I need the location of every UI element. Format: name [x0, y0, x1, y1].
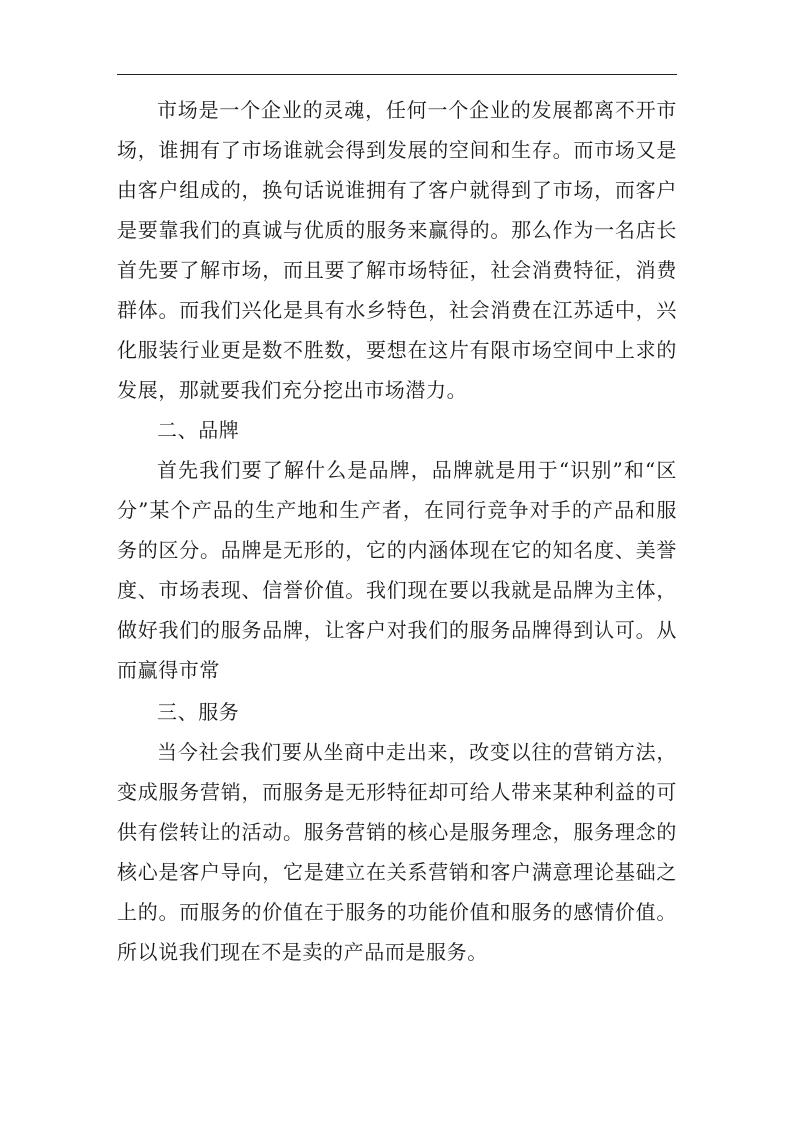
document-body	[117, 90, 677, 972]
paragraph-brand: 首先我们要了解什么是品牌，品牌就是用于“识别”和“区分”某个产品的生产地和生产者，在同行竞争对手的产品和服务的区分。品牌是无形的，它的内涵体现在它的知名度、美誉度、市场表现、信誉价值。我们现在要以我就是品牌为主体，做好我们的服务品牌，让客户对我们的服务品牌得到认可。从而赢得市常	[117, 458, 677, 682]
section-heading-brand: 二、品牌	[157, 418, 240, 442]
header-rule	[117, 74, 677, 75]
paragraph-service: 当今社会我们要从坐商中走出来，改变以往的营销方法，变成服务营销，而服务是无形特征却可给人带来某种利益的可供有偿转让的活动。服务营销的核心是服务理念，服务理念的核心是客户导向，它是建立在关系营销和客户满意理论基础之上的。而服务的价值在于服务的功能价值和服务的感情价值。所以说我们现在不是卖的产品而是服务。	[117, 740, 677, 964]
section-heading-service: 三、服务	[157, 700, 240, 724]
paragraph-market: 市场是一个企业的灵魂，任何一个企业的发展都离不开市场，谁拥有了市场谁就会得到发展的空间和生存。而市场又是由客户组成的，换句话说谁拥有了客户就得到了市场，而客户是要靠我们的真诚与优质的服务来赢得的。那么作为一名店长首先要了解市场，而且要了解市场特征，社会消费特征，消费群体。而我们兴化是具有水乡特色，社会消费在江苏适中，兴化服装行业更是数不胜数，要想在这片有限市场空间中上求的发展，那就要我们充分挖出市场潜力。	[117, 98, 677, 402]
